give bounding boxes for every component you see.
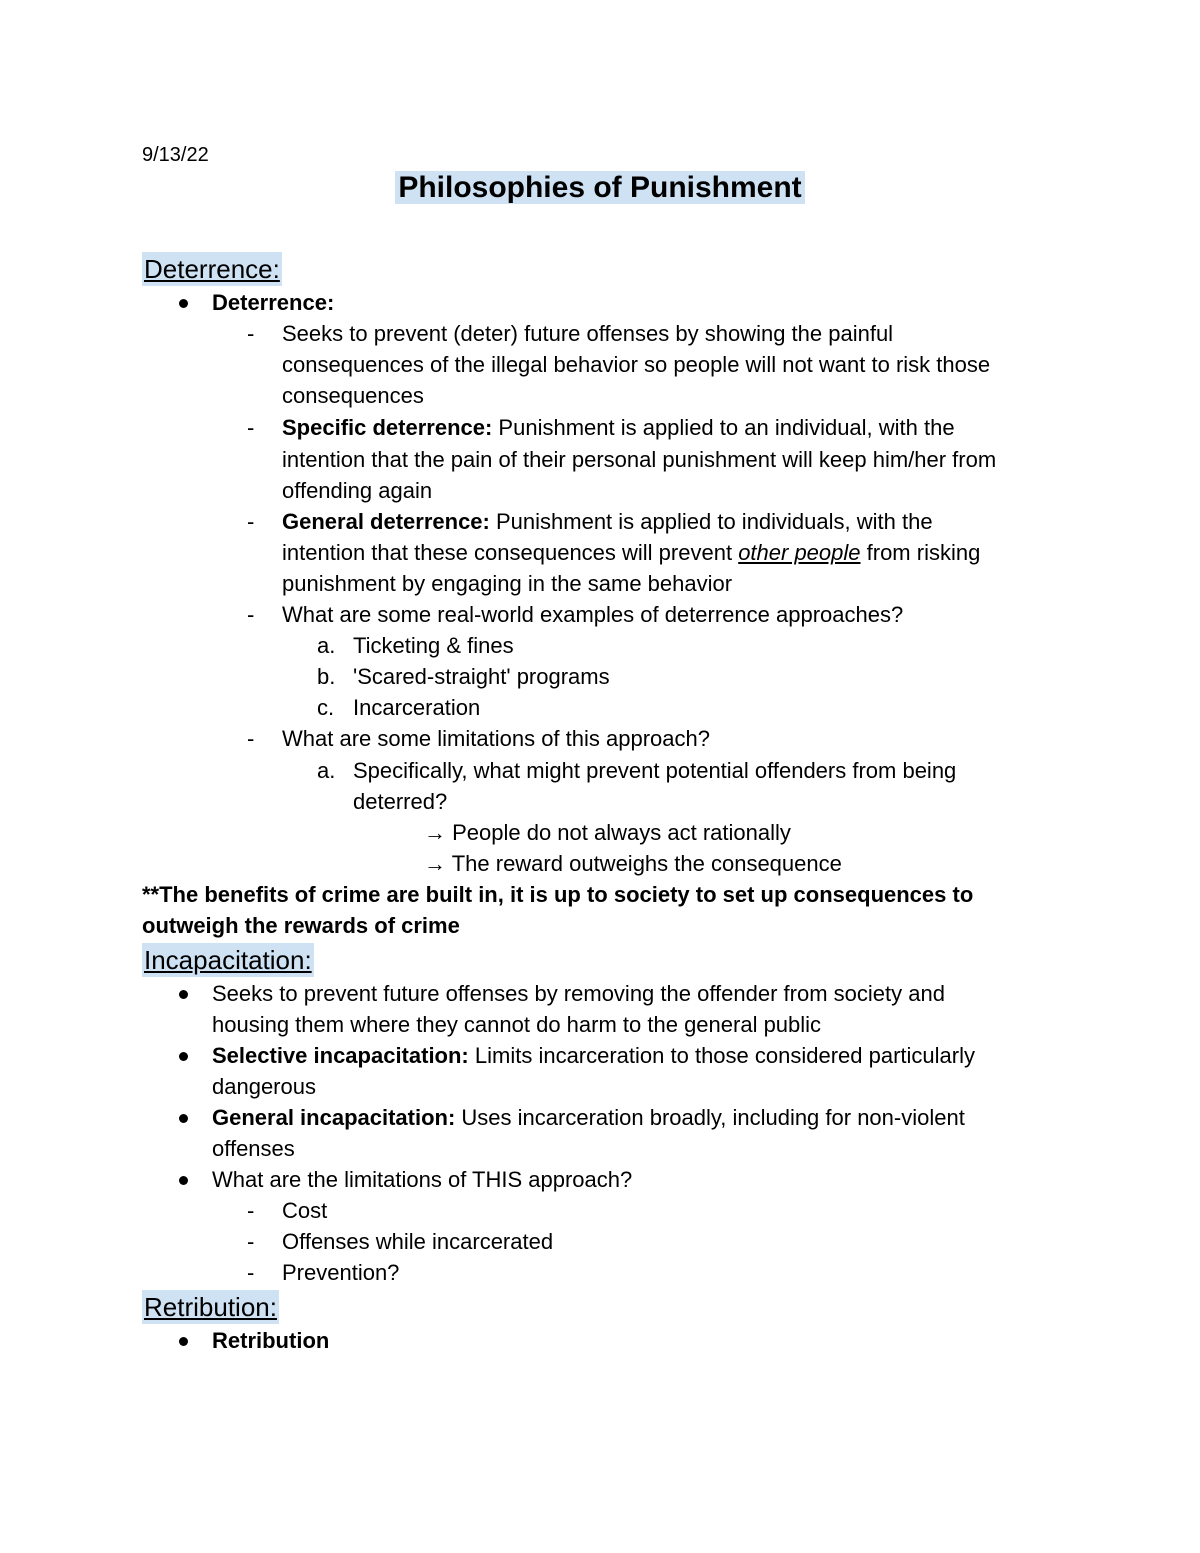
- bullet-dot: [179, 1337, 188, 1346]
- retribution-heading: Retribution:: [144, 1292, 277, 1322]
- date: 9/13/22: [142, 144, 209, 166]
- general-incapacitation-line1: General incapacitation: Uses incarceration broadly, including for non-violent: [212, 1105, 965, 1130]
- dash-marker: -: [247, 726, 255, 751]
- deterrence-item1-line3: consequences: [282, 383, 424, 408]
- deterrence-item1-line1: Seeks to prevent (deter) future offenses by showing the painful: [282, 321, 894, 346]
- arrow-answer-2: → The reward outweighs the consequence: [424, 851, 842, 876]
- general-deterrence-line3: punishment by engaging in the same behavior: [282, 571, 733, 596]
- incapacitation-heading: Incapacitation:: [144, 945, 312, 975]
- dash-marker: -: [247, 1198, 255, 1223]
- dash-marker: -: [247, 415, 255, 440]
- dash-marker: -: [247, 602, 255, 627]
- retribution-bullet: Retribution: [212, 1328, 330, 1353]
- limitation-item: Offenses while incarcerated: [282, 1229, 554, 1254]
- title-text: Philosophies of Punishment: [395, 171, 804, 204]
- specific-deterrence-line2: intention that the pain of their personal punishment will keep him/her from: [282, 447, 997, 472]
- examples-question: What are some real-world examples of deterrence approaches?: [282, 602, 904, 627]
- bullet-dot: [179, 1176, 188, 1185]
- list-marker: c.: [317, 695, 335, 720]
- arrow-answer-1: → People do not always act rationally: [424, 820, 791, 845]
- dash-marker: -: [247, 1260, 255, 1285]
- selective-incapacitation-line1: Selective incapacitation: Limits incarceration to those considered particularly: [212, 1043, 976, 1068]
- list-marker: a.: [317, 633, 336, 658]
- general-incapacitation-line2: offenses: [212, 1136, 295, 1161]
- list-marker: a.: [317, 758, 336, 783]
- dash-marker: -: [247, 321, 255, 346]
- limitations-sub-line1: Specifically, what might prevent potential offenders from being: [353, 758, 957, 783]
- general-deterrence-line1: General deterrence: Punishment is applied to individuals, with the: [282, 509, 933, 534]
- specific-deterrence-line3: offending again: [282, 478, 433, 503]
- note-line1: **The benefits of crime are built in, it is up to society to set up consequences to: [142, 882, 974, 907]
- page-title: [0, 168, 1200, 208]
- selective-incapacitation-line2: dangerous: [212, 1074, 316, 1099]
- dash-marker: -: [247, 1229, 255, 1254]
- example-item: Incarceration: [353, 695, 481, 720]
- incapacitation-b1-line1: Seeks to prevent future offenses by removing the offender from society and: [212, 981, 945, 1006]
- general-deterrence-line2: intention that these consequences will prevent other people from risking: [282, 540, 981, 565]
- bullet-dot: [179, 990, 188, 999]
- limitations-question: What are some limitations of this approach?: [282, 726, 710, 751]
- limitations-sub-line2: deterred?: [353, 789, 448, 814]
- bullet-dot: [179, 299, 188, 308]
- limitation-item: Prevention?: [282, 1260, 400, 1285]
- deterrence-heading: Deterrence:: [144, 254, 280, 284]
- example-item: Ticketing & fines: [353, 633, 514, 658]
- dash-marker: -: [247, 509, 255, 534]
- deterrence-bullet: Deterrence:: [212, 290, 335, 315]
- list-marker: b.: [317, 664, 336, 689]
- bullet-dot: [179, 1114, 188, 1123]
- limitation-item: Cost: [282, 1198, 328, 1223]
- specific-deterrence-line1: Specific deterrence: Punishment is applied to an individual, with the: [282, 415, 955, 440]
- incapacitation-b1-line2: housing them where they cannot do harm to the general public: [212, 1012, 822, 1037]
- deterrence-item1-line2: consequences of the illegal behavior so people will not want to risk those: [282, 352, 991, 377]
- example-item: 'Scared-straight' programs: [353, 664, 610, 689]
- bullet-dot: [179, 1052, 188, 1061]
- note-line2: outweigh the rewards of crime: [142, 913, 460, 938]
- incapacitation-limitations-question: What are the limitations of THIS approach?: [212, 1167, 633, 1192]
